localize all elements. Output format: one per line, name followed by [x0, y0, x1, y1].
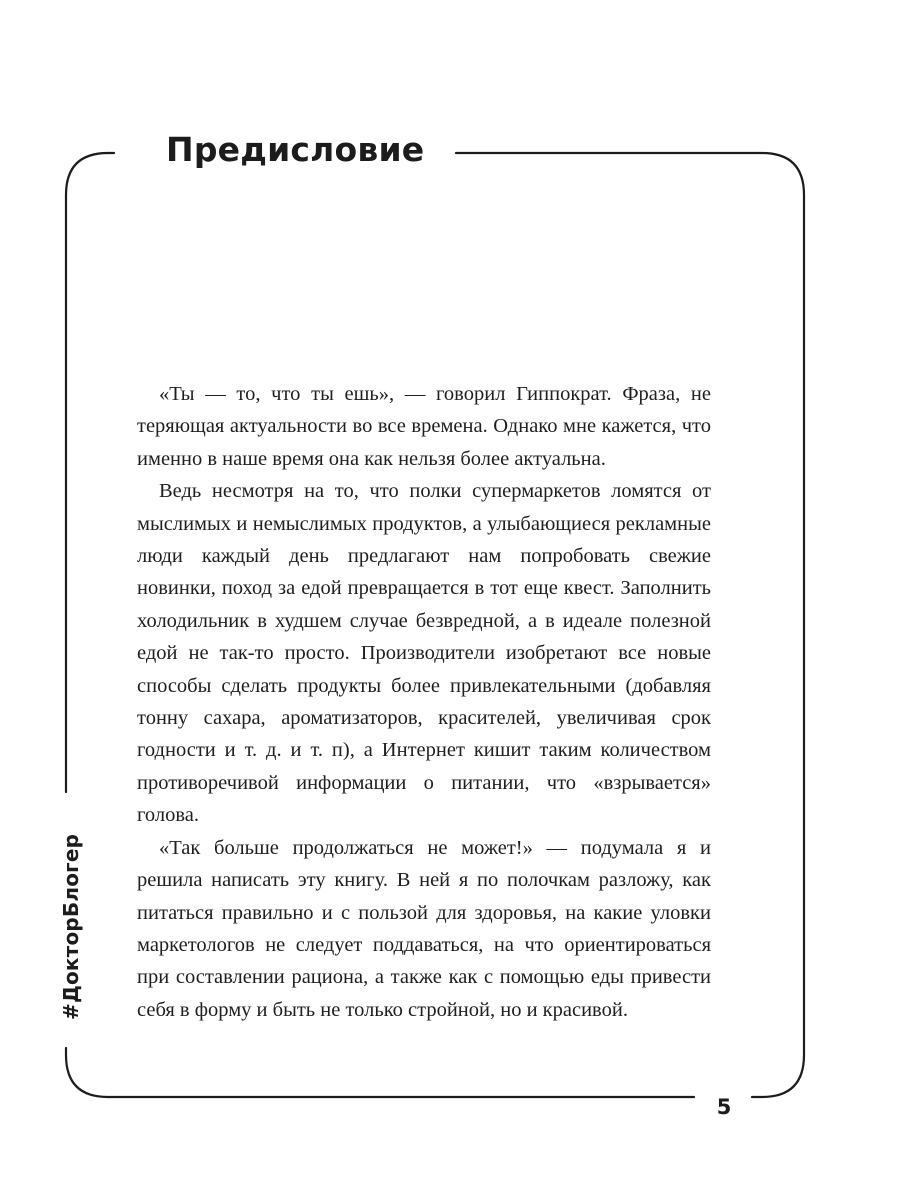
page-number: 5 [716, 1095, 732, 1119]
body-text [137, 378, 711, 1026]
frame-bottom-left-edge [66, 1048, 694, 1097]
running-head: #ДокторБлогер [59, 833, 83, 1020]
paragraph-1: «Ты — то, что ты ешь», — говорил Гиппократ. Фраза, не теряющая актуальности во все времена. Однако мне кажется, что именно в наше время она как нельзя более актуальна. [137, 383, 711, 470]
chapter-title: Предисловие [166, 130, 425, 169]
paragraph-2: Ведь несмотря на то, что полки супермаркетов ломятся от мыслимых и немыслимых продуктов, а улыбающиеся рекламные люди каждый день предлагают нам попробовать свежие новинки, поход за едой превращается в тот еще квест. Заполнить холодильник в худшем случае безвредной, а в идеале полезной едой не так-то просто. Производители изобретают все новые способы сделать продукты более привлекательными (добавляя тонну сахара, ароматизаторов, красителей, увеличивая срок годности и т. д. и т. п), а Интернет кишит таким количеством противоречивой информации о питании, что «взрывается» голова. [137, 480, 711, 827]
paragraph-3: «Так больше продолжаться не может!» — подумала я и решила написать эту книгу. В ней я по полочкам разложу, как питаться правильно и с пользой для здоровья, на какие уловки маркетологов не следует поддаваться, на что ориентироваться при составлении рациона, а также как с помощью еды привести себя в форму и быть не только стройной, но и красивой. [137, 836, 711, 1021]
frame-top-left-corner [66, 153, 114, 792]
